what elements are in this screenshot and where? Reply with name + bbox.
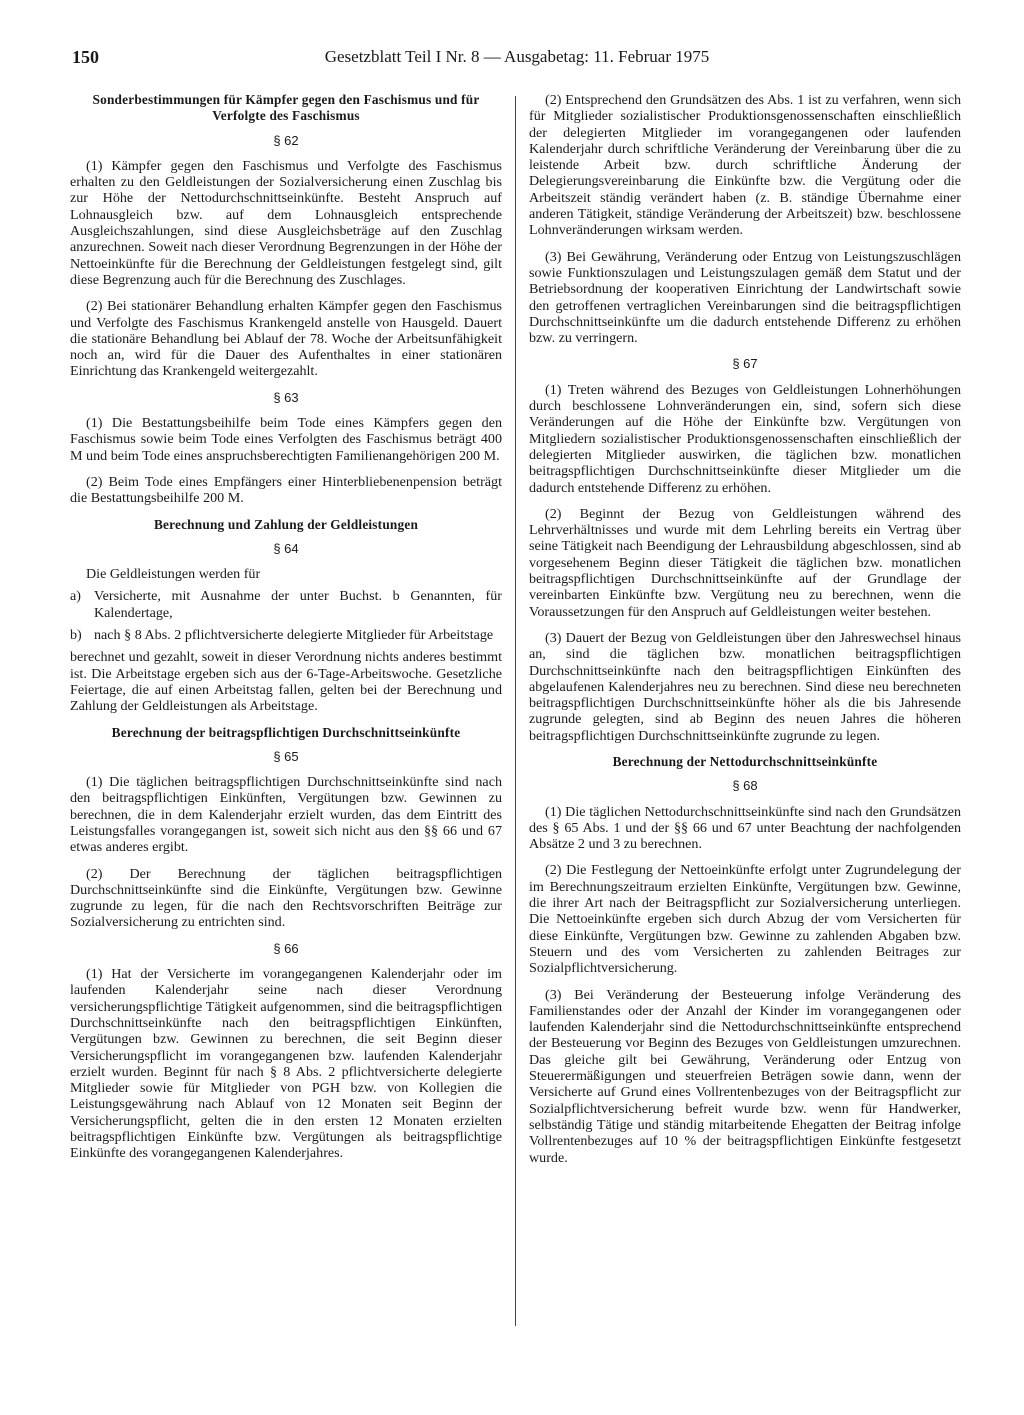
paragraph: (1) Die täglichen beitragspflichtigen Durchschnittseinkünfte sind nach den beitragspflichtigen Einkünften, Vergütungen bzw. Gewinnen zu berechnen, die in dem Kalenderjahr erzielt wurden, das dem Eintritt des Leistungsfalles vorangegangen ist, soweit sich nicht aus den §§ 66 und 67 etwas anderes ergibt. bbox=[70, 774, 502, 856]
list-item bbox=[70, 627, 502, 643]
left-column bbox=[70, 92, 502, 1172]
paragraph: (1) Die Bestattungsbeihilfe beim Tode eines Kämpfers gegen den Faschismus sowie beim Tode eines Verfolgten des Faschismus beträgt 400 M und beim Tode eines anspruchsberechtigten Familienangehörigen 200 M. bbox=[70, 415, 502, 464]
paragraph: (2) Die Festlegung der Nettoeinkünfte erfolgt unter Zugrundelegung der im Berechnungszeitraum erzielten Einkünfte, Vergütungen bzw. Gewinne, die ihrer Art nach der Beitragspflicht zur Sozialversicherung unterliegen. Die Nettoeinkünfte ergeben sich durch Abzug der vom Versicherten für diese Einkünfte, Vergütungen bzw. Gewinne zu zahlenden Abgaben bzw. Steuern und des vom Versicherten zu zahlenden Beitrages zur Sozialpflichtversicherung. bbox=[529, 862, 961, 977]
list-marker: a) bbox=[70, 588, 81, 605]
right-column bbox=[529, 92, 961, 1176]
paragraph: berechnet und gezahlt, soweit in dieser Verordnung nichts anderes bestimmt ist. Die Arbeitstage ergeben sich aus der 6-Tage-Arbeitswoche. Gesetzliche Feiertage, die auf einen Arbeitstag fallen, gelten bei der Berechnung und Zahlung der Geldleistungen als Arbeitstage. bbox=[70, 649, 502, 715]
paragraph: (2) Beim Tode eines Empfängers einer Hinterbliebenenpension beträgt die Bestattungsbeihilfe 200 M. bbox=[70, 473, 502, 507]
paragraph: (2) Beginnt der Bezug von Geldleistungen während des Lehrverhältnisses und wurde mit dem Lehrling bereits ein Vertrag über seine Tätigkeit nach Beendigung der Lehrausbildung abgeschlossen, sind ab vorgesehenem Beginn dieser Tätigkeit die täglichen bzw. monatlichen beitragspflichtigen Durchschnittseinkünfte auf der Grundlage der vereinbarten Einkünfte bzw. Vergütung neu zu berechnen, wenn die Voraussetzungen für den Anspruch auf Geldleistungen weiter bestehen. bbox=[529, 505, 961, 620]
section-heading: Berechnung der Nettodurchschnittseinkünfte bbox=[612, 753, 878, 769]
column-divider bbox=[515, 96, 516, 1326]
paragraph: (1) Hat der Versicherte im vorangegangenen Kalenderjahr oder im laufenden Kalenderjahr seine nach dieser Verordnung versicherungspflichtige Tätigkeit aufgenommen, sind die beitragspflichtigen Durchschnittseinkünfte nach den beitragspflichtigen Einkünften, Vergütungen bzw. Gewinnen zu berechnen, die seit Beginn dieser Versicherungspflicht im vorangegangenen bzw. laufenden Kalenderjahr erzielt wurden. Beginnt für nach § 8 Abs. 2 pflichtversicherte delegierte Mitglieder sowie für Mitglieder von PGH bzw. von Kollegien die Leistungsgewährung nach Ablauf von 12 Monaten seit Beginn der Versicherungspflicht, gelten die in den ersten 12 Monaten erzielten beitragspflichtigen Einkünfte bzw. Vergütungen als beitragspflichtige Einkünfte des vorangegangenen Kalenderjahres. bbox=[70, 966, 502, 1162]
paragraph-number: § 62 bbox=[273, 132, 299, 148]
paragraph: (2) Entsprechend den Grundsätzen des Abs. 1 ist zu verfahren, wenn sich für Mitglieder sozialistischer Produktionsgenossenschaften einschließlich der delegierten Mitglieder im vorangegangenen oder laufenden Kalenderjahr durch schriftliche Veränderung der Vereinbarung über die zu leistende Arbeit bzw. durch schriftliche Änderung der Delegierungsvereinbarung die Einkünfte bzw. die Vergütung oder die Arbeitszeit ständig verändert haben (z. B. ständige Übernahme einer anderen Tätigkeit, ständige Veränderung der Arbeitszeit) bzw. beschlossene Lohnveränderungen wirksam werden. bbox=[529, 92, 961, 239]
section-heading: Berechnung und Zahlung der Geldleistungen bbox=[153, 516, 419, 532]
paragraph-number: § 67 bbox=[732, 356, 758, 372]
section-heading: Berechnung der beitragspflichtigen Durchschnittseinkünfte bbox=[111, 724, 461, 740]
paragraph: Die Geldleistungen werden für bbox=[86, 566, 261, 583]
paragraph: (1) Kämpfer gegen den Faschismus und Verfolgte des Faschismus erhalten zu den Geldleistungen der Sozialversicherung einen Zuschlag bis zur Höhe der Nettodurchschnittseinkünfte. Besteht Anspruch auf Lohnausgleich bzw. auf dem Lohnausgleich entsprechende Ausgleichszahlungen, sind diese Ausgleichsbeträge auf den Zuschlag anzurechnen. Soweit nach dieser Verordnung Begrenzungen in der Höhe der Nettoeinkünfte für die Berechnung der Geldleistungen festgelegt sind, gilt diese Begrenzung auch für die Berechnung des Zuschlages. bbox=[70, 157, 502, 288]
paragraph: (1) Treten während des Bezuges von Geldleistungen Lohnerhöhungen durch beschlossene Lohnveränderungen ein, sind, sofern sich diese Veränderungen auf die Höhe der Einkünfte bzw. Vergütungen von Mitgliedern sozialistischer Produktionsgenossenschaften einschließlich der delegierten Mitglieder auswirken, die täglichen bzw. monatlichen beitragspflichtigen Durchschnittseinkünfte dieser Mitglieder um die dadurch entstehende Differenz zu erhöhen. bbox=[529, 381, 961, 496]
paragraph: (1) Die täglichen Nettodurchschnittseinkünfte sind nach den Grundsätzen des § 65 Abs. 1 und der §§ 66 und 67 unter Beachtung der nachfolgenden Absätze 2 und 3 zu berechnen. bbox=[529, 803, 961, 853]
list-text: nach § 8 Abs. 2 pflichtversicherte delegierte Mitglieder für Arbeitstage bbox=[94, 627, 494, 644]
running-head: Gesetzblatt Teil I Nr. 8 — Ausgabetag: 11. Februar 1975 bbox=[324, 47, 710, 66]
paragraph-number: § 64 bbox=[273, 540, 299, 556]
paragraph: (2) Der Berechnung der täglichen beitragspflichtigen Durchschnittseinkünfte sind die Einkünfte, Vergütungen bzw. Gewinne zugrunde zu legen, für die nach den Rechtsvorschriften Beiträge zur Sozialversicherung zu entrichten sind. bbox=[70, 865, 502, 931]
paragraph: (3) Bei Gewährung, Veränderung oder Entzug von Leistungszuschlägen sowie Funktionszulagen und Leistungszulagen gemäß dem Statut und der Betriebsordnung der kooperativen Einrichtung der Landwirtschaft sowie den getroffenen vertraglichen Vereinbarungen sind die beitragspflichtigen Durchschnittseinkünfte um die dadurch entstehende Differenz zu erhöhen bzw. zu verringern. bbox=[529, 248, 961, 347]
paragraph-number: § 66 bbox=[273, 940, 299, 956]
list-item bbox=[70, 588, 502, 621]
list-text: Versicherte, mit Ausnahme der unter Buchst. b Genannten, für Kalendertage, bbox=[94, 588, 502, 621]
page-header bbox=[72, 46, 962, 70]
paragraph: (2) Bei stationärer Behandlung erhalten Kämpfer gegen den Faschismus und Verfolgte des Faschismus Krankengeld anstelle von Hausgeld. Dauert die stationäre Behandlung bei Ablauf der 78. Woche der Arbeitsunfähigkeit noch an, wird für die Dauer des Aufenthaltes in einer stationären Einrichtung das Krankengeld weitergezahlt. bbox=[70, 298, 502, 380]
section-heading: Sonderbestimmungen für Kämpfer gegen den Faschismus und für Verfolgte des Faschismus bbox=[92, 92, 480, 124]
paragraph-number: § 68 bbox=[732, 778, 758, 794]
paragraph: (3) Bei Veränderung der Besteuerung infolge Veränderung des Familienstandes oder der Anzahl der Kinder im vorangegangenen oder laufenden Kalenderjahr sind die Nettodurchschnittseinkünfte entsprechend der Besteuerung vor Beginn des Bezuges von Geldleistungen umzurechnen. Das gleiche gilt bei Gewährung, Veränderung oder Entzug von Steuerermäßigungen und steuerfreien Beträgen sowie dann, wenn der Versicherte auf Grund eines Vollrentenbezuges von der Beitragspflicht zur Sozialpflichtversicherung befreit wurde bzw. wenn für Handwerker, selbständig Tätige und ständig mitarbeitende Ehegatten der Beitrag infolge Vollrentenbezuges auf 10 % der beitragspflichtigen Einkünfte festgesetzt wurde. bbox=[529, 986, 961, 1166]
paragraph-number: § 63 bbox=[273, 389, 299, 405]
list-marker: b) bbox=[70, 627, 82, 644]
paragraph: (3) Dauert der Bezug von Geldleistungen über den Jahreswechsel hinaus an, sind die täglichen bzw. monatlichen beitragspflichtigen Durchschnittseinkünfte nach den beitragspflichtigen Einkünften des abgelaufenen Kalenderjahres neu zu berechnen. Sind diese neu berechneten beitragspflichtigen Durchschnittseinkünfte höher als die bis Jahresende zugrunde gelegten, sind ab Beginn des neuen Jahres die höheren beitragspflichtigen Durchschnittseinkünfte zugrunde zu legen. bbox=[529, 629, 961, 744]
paragraph-number: § 65 bbox=[273, 748, 299, 764]
page-number: 150 bbox=[72, 47, 99, 67]
